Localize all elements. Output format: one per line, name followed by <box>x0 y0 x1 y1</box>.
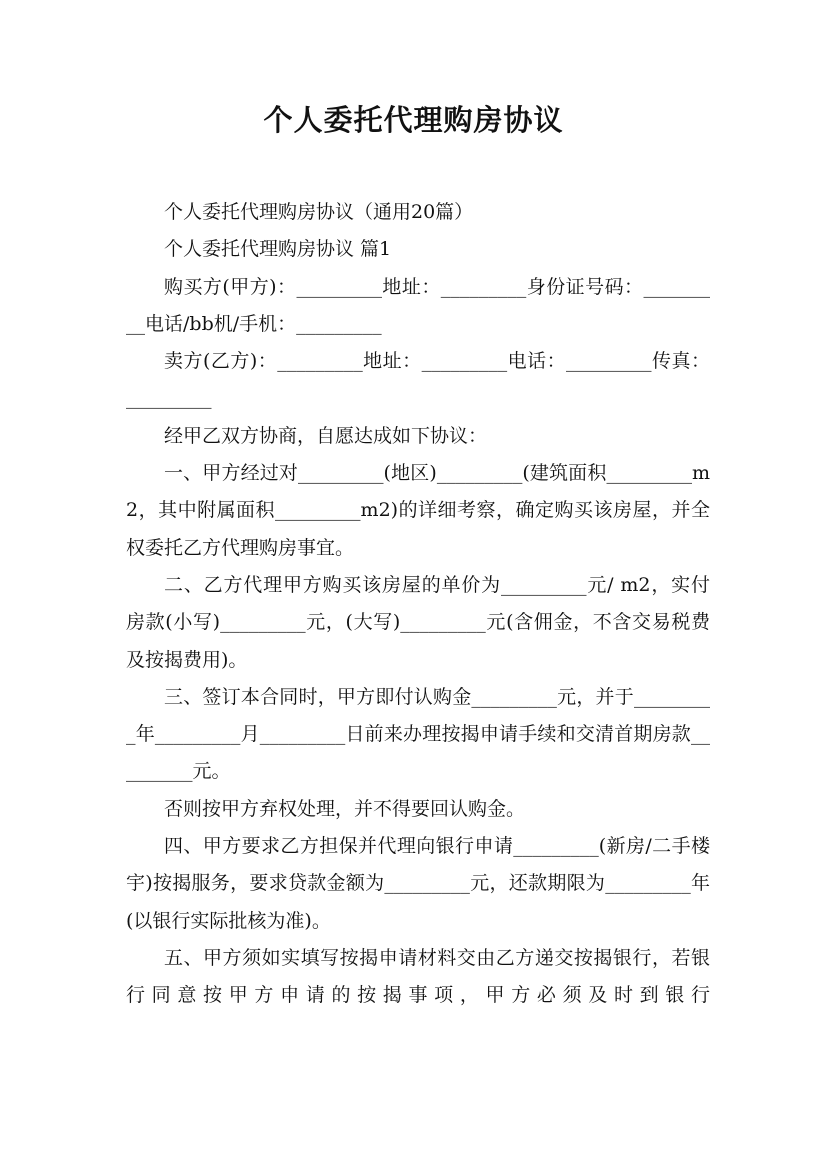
paragraph-clause-1: 一、甲方经过对_________(地区)_________(建筑面积_________m2，其中附属面积_________m2)的详细考察，确定购买该房屋，并全权委托乙方代理购房事宜。 <box>126 462 710 559</box>
paragraph-clause-3-note: 否则按甲方弃权处理，并不得要回认购金。 <box>164 797 526 820</box>
document-body <box>126 194 710 1015</box>
paragraph-agreement-intro: 经甲乙双方协商，自愿达成如下协议： <box>164 424 488 447</box>
paragraph-clause-2: 二、乙方代理甲方购买该房屋的单价为_________元/ m2，实付房款(小写)_________元，(大写)_________元(含佣金，不含交易税费及按揭费用)。 <box>126 573 710 671</box>
document-title: 个人委托代理购房协议 <box>263 103 564 137</box>
paragraph-heading: 个人委托代理购房协议（通用20篇） <box>164 201 474 223</box>
paragraph-clause-5: 五、甲方须如实填写按揭申请材料交由乙方递交按揭银行，若银行同意按甲方申请的按揭事项，甲方必须及时到银行 <box>126 946 710 1007</box>
paragraph-clause-3: 三、签订本合同时，甲方即付认购金_________元，并于_________年_________月_________日前来办理按揭申请手续和交清首期房款_________元。 <box>126 685 710 783</box>
paragraph-clause-4: 四、甲方要求乙方担保并代理向银行申请_________(新房/二手楼宇)按揭服务，要求贷款金额为_________元，还款期限为_________年(以银行实际批核为准)。 <box>126 835 710 932</box>
paragraph-seller-info: 卖方(乙方)：_________地址：_________电话：_________传真：_________ <box>126 350 710 410</box>
paragraph-buyer-info: 购买方(甲方)：_________地址：_________身份证号码：_________电话/bb机/手机：_________ <box>126 275 710 335</box>
paragraph-section-label: 个人委托代理购房协议 篇1 <box>164 238 392 261</box>
